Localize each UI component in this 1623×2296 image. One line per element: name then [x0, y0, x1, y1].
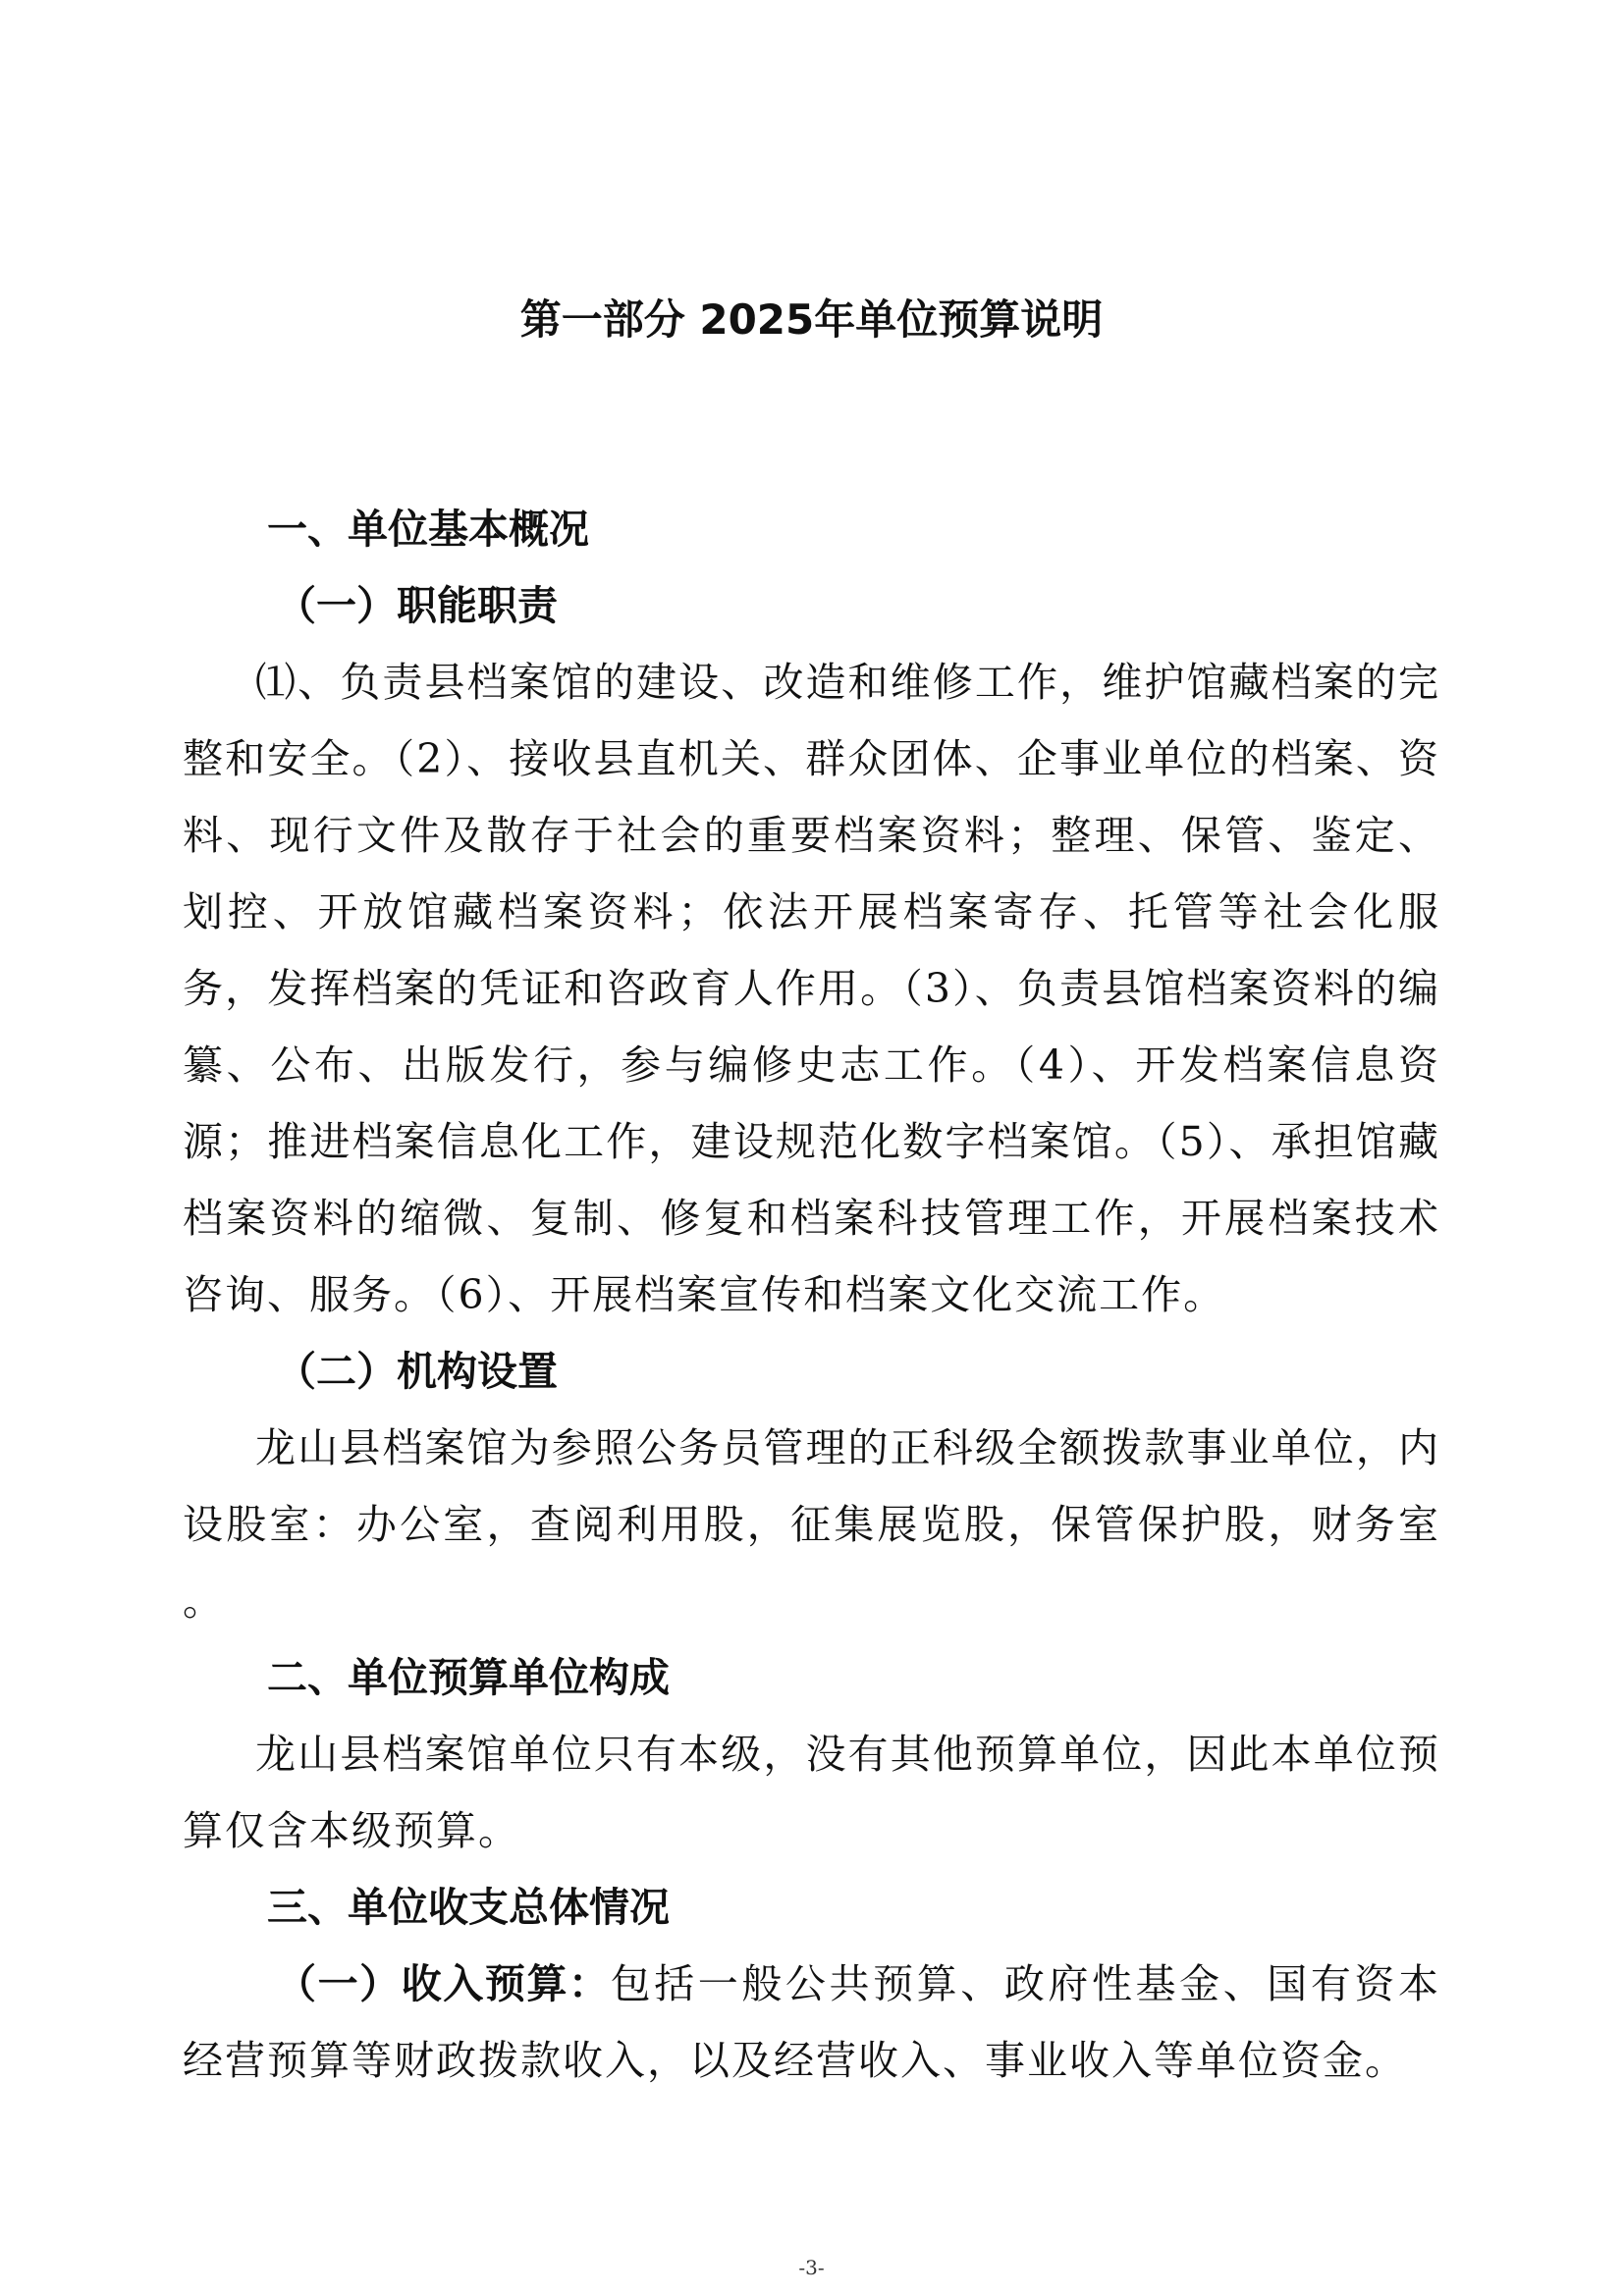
subsection-heading-functions: （一）职能职责 — [276, 582, 558, 629]
document-title: 第一部分 2025年单位预算说明 — [519, 295, 1104, 344]
section-heading-income-expenditure: 三、单位收支总体情况 — [267, 1884, 670, 1931]
subsection-heading-organization: （二）机构设置 — [276, 1348, 558, 1395]
paragraph-functions: ⑴、负责县档案馆的建设、改造和维修工作，维护馆藏档案的完整和安全。（2）、接收县直机关、群众团体、企事业单位的档案、资料、现行文件及散存于社会的重要档案资料；整理、保管、鉴定、划控、开放馆藏档案资料；依法开展档案寄存、托管等社会化服务，发挥档案的凭证和咨政育人作用。（3）、负责县馆档案资料的编纂、公布、出版发行，参与编修史志工作。（4）、开发档案信息资源；推进档案信息化工作，建设规范化数字档案馆。（5）、承担馆藏档案资料的缩微、复制、修复和档案科技管理工作，开展档案技术咨询、服务。（6）、开展档案宣传和档案文化交流工作。 — [183, 659, 1440, 1318]
paragraph-income-budget — [183, 1946, 1440, 2099]
paragraph-organization: 龙山县档案馆为参照公务员管理的正科级全额拨款事业单位，内设股室：办公室，查阅利用股，征集展览股，保管保护股，财务室 。 — [183, 1424, 1440, 1625]
page-number: -3- — [798, 2256, 825, 2279]
section-heading-budget-units: 二、单位预算单位构成 — [267, 1654, 670, 1701]
income-budget-label: （一）收入预算： — [276, 1960, 611, 2007]
section-heading-basic-overview: 一、单位基本概况 — [267, 506, 589, 553]
income-budget-text: 包括一般公共预算、政府性基金、国有资本经营预算等财政拨款收入，以及经营收入、事业收入等单位资金。 — [183, 1960, 1441, 2084]
paragraph-budget-units: 龙山县档案馆单位只有本级，没有其他预算单位，因此本单位预算仅含本级预算。 — [183, 1731, 1440, 1854]
document-body — [183, 491, 1440, 2099]
